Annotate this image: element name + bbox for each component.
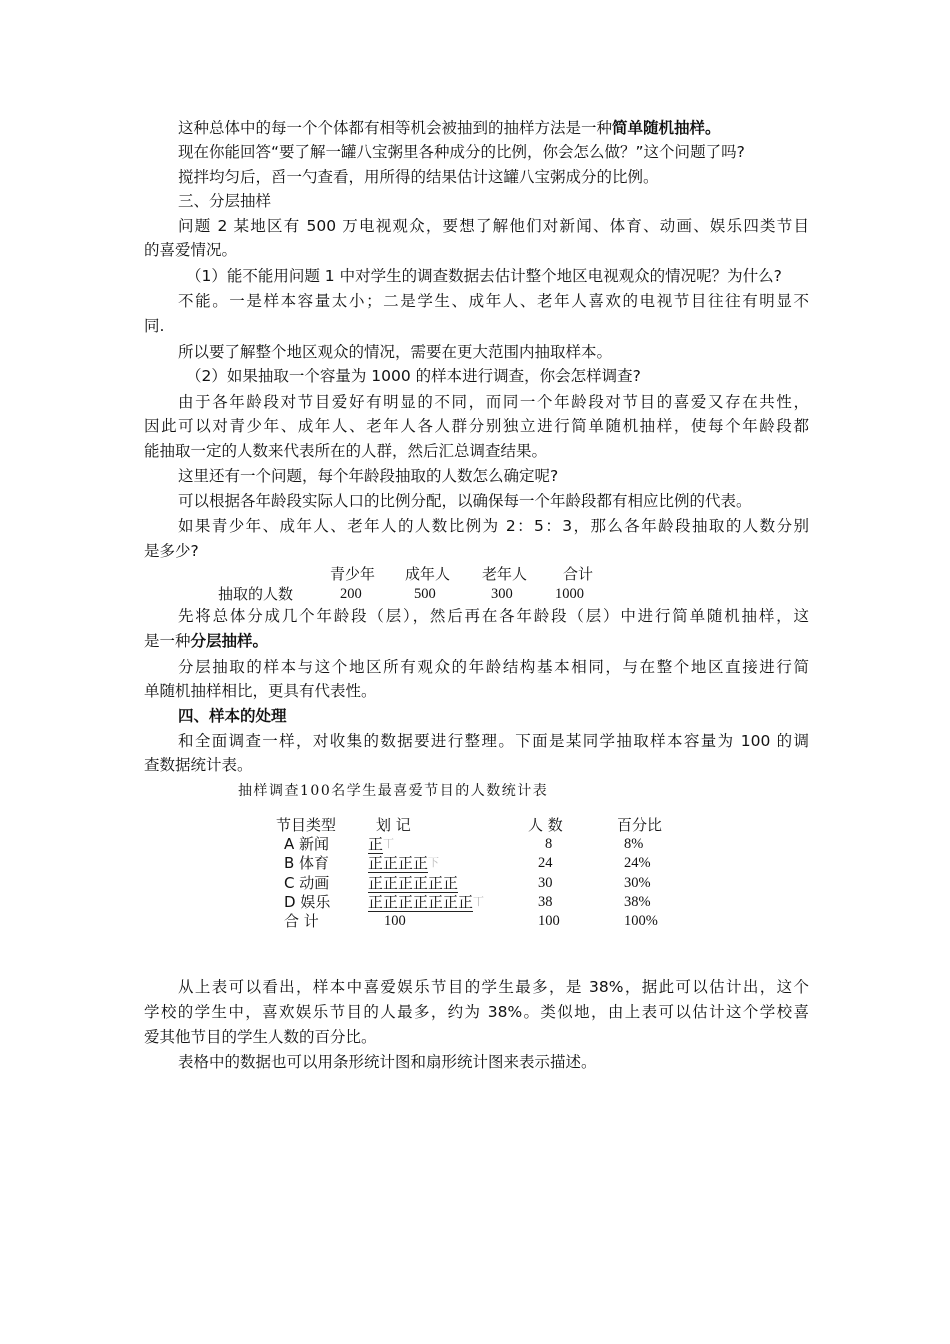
row-percent: 100% — [624, 913, 658, 929]
tally-partial: 丅 — [473, 895, 485, 908]
value-total: 1000 — [555, 586, 584, 602]
row-tally — [368, 853, 439, 873]
header-program-type: 节目类型 — [276, 816, 337, 834]
header-elderly: 老年人 — [482, 565, 528, 583]
paragraph-problem2-line1: 问题 2 某地区有 500 万电视观众，要想了解他们对新闻、体育、动画、娱乐四类节目 — [178, 217, 809, 235]
row-type: C 动画 — [284, 874, 330, 892]
row-count: 30 — [538, 875, 553, 891]
row-count: 8 — [545, 836, 553, 852]
row-percent: 38% — [624, 894, 651, 910]
paragraph-conclusion-line2: 学校的学生中，喜欢娱乐节目的人最多，约为 38%。类似地，由上表可以估计这个学校喜 — [144, 1003, 809, 1021]
answer-1-line1: 不能。一是样本容量太小；二是学生、成年人、老年人喜欢的电视节目往往有明显不 — [178, 292, 809, 310]
row-percent: 30% — [624, 875, 651, 891]
paragraph-how-many: 这里还有一个问题，每个年龄段抽取的人数怎么确定呢? — [178, 467, 559, 485]
paragraph-ratio-line1: 如果青少年、成年人、老年人的人数比例为 2：5：3，那么各年龄段抽取的人数分别 — [178, 517, 809, 535]
paragraph-ratio-line2: 是多少? — [144, 542, 199, 560]
paragraph-proportion: 可以根据各年龄段实际人口的比例分配，以确保每一个年龄段都有相应比例的代表。 — [178, 492, 752, 510]
paragraph-stratified-line2 — [144, 629, 809, 653]
paragraph-larger-sample: 所以要了解整个地区观众的情况，需要在更大范围内抽取样本。 — [178, 343, 613, 361]
tally-marks: 正正正正 — [368, 854, 429, 872]
tally-marks: 正正正正正正正 — [368, 893, 474, 911]
row-type: D 娱乐 — [284, 893, 331, 911]
paragraph-age-line1: 由于各年龄段对节目爱好有明显的不同，而同一个年龄段对节目的喜爱又存在共性， — [178, 393, 809, 411]
paragraph-data-line1: 和全面调查一样，对收集的数据要进行整理。下面是某同学抽取样本容量为 100 的调 — [178, 732, 809, 750]
paragraph-stratified-line1: 先将总体分成几个年龄段（层），然后再在各年龄段（层）中进行简单随机抽样，这 — [178, 607, 809, 625]
value-adult: 500 — [414, 586, 436, 602]
text: 这种总体中的每一个个体都有相等机会被抽到的抽样方法是一种 — [178, 119, 613, 137]
row-count: 24 — [538, 855, 553, 871]
header-percent: 百分比 — [617, 816, 663, 834]
paragraph-age-line2: 因此可以对青少年、成年人、老年人各人群分别独立进行简单随机抽样，使每个年龄段都 — [144, 417, 809, 435]
tally-marks: 正正正正正正 — [368, 874, 459, 892]
row-tally — [368, 834, 394, 854]
row-type: B 体育 — [284, 854, 330, 872]
row-tally — [368, 892, 484, 912]
survey-table-caption: 抽样调查100名学生最喜爱节目的人数统计表 — [238, 783, 549, 799]
answer-1-line2: 同. — [144, 317, 165, 335]
row-tally — [368, 873, 458, 893]
row-label: 抽取的人数 — [218, 585, 294, 603]
header-total: 合计 — [563, 565, 594, 583]
paragraph-conclusion-line3: 爱其他节目的学生人数的百分比。 — [144, 1028, 377, 1046]
paragraph-problem2-line2: 的喜爱情况。 — [144, 241, 238, 259]
row-tally: 100 — [384, 913, 406, 929]
paragraph-conclusion-line1: 从上表可以看出，样本中喜爱娱乐节目的学生最多，是 38%，据此可以估计出，这个 — [178, 978, 809, 996]
row-type: A 新闻 — [284, 835, 330, 853]
paragraph-representative-line2: 单随机抽样相比，更具有代表性。 — [144, 682, 377, 700]
value-elderly: 300 — [491, 586, 513, 602]
question-1: （1）能不能用问题 1 中对学生的调查数据去估计整个地区电视观众的情况呢？为什么? — [186, 267, 782, 285]
tally-partial: 丅 — [383, 837, 395, 850]
value-youth: 200 — [340, 586, 362, 602]
header-youth: 青少年 — [330, 565, 376, 583]
term-stratified-sampling: 分层抽样。 — [190, 632, 269, 650]
header-tally: 划 记 — [376, 816, 411, 834]
text: 是一种 — [144, 632, 191, 650]
tally-partial: 下 — [428, 856, 440, 869]
row-count: 100 — [538, 913, 560, 929]
paragraph-question: 现在你能回答“要了解一罐八宝粥里各种成分的比例，你会怎么做？”这个问题了吗? — [178, 143, 745, 161]
header-count: 人 数 — [528, 816, 563, 834]
row-percent: 24% — [624, 855, 651, 871]
question-2: （2）如果抽取一个容量为 1000 的样本进行调查，你会怎样调查? — [186, 367, 641, 385]
paragraph-representative-line1: 分层抽取的样本与这个地区所有观众的年龄结构基本相同，与在整个地区直接进行简 — [178, 658, 809, 676]
paragraph-answer: 搅拌均匀后，舀一勺查看，用所得的结果估计这罐八宝粥成分的比例。 — [178, 168, 659, 186]
section-heading-4: 四、样本的处理 — [178, 707, 287, 725]
section-heading-3: 三、分层抽样 — [178, 192, 272, 210]
paragraph-age-line3: 能抽取一定的人数来代表所在的人群，然后汇总调查结果。 — [144, 442, 548, 460]
row-count: 38 — [538, 894, 553, 910]
paragraph-data-line2: 查数据统计表。 — [144, 756, 253, 774]
tally-marks: 正 — [368, 835, 384, 853]
row-type: 合 计 — [284, 912, 319, 930]
paragraph-charts: 表格中的数据也可以用条形统计图和扇形统计图来表示描述。 — [178, 1053, 597, 1071]
paragraph-simple-random — [178, 116, 809, 140]
row-percent: 8% — [624, 836, 644, 852]
header-adult: 成年人 — [405, 565, 451, 583]
term-simple-random-sampling: 简单随机抽样。 — [612, 119, 721, 137]
